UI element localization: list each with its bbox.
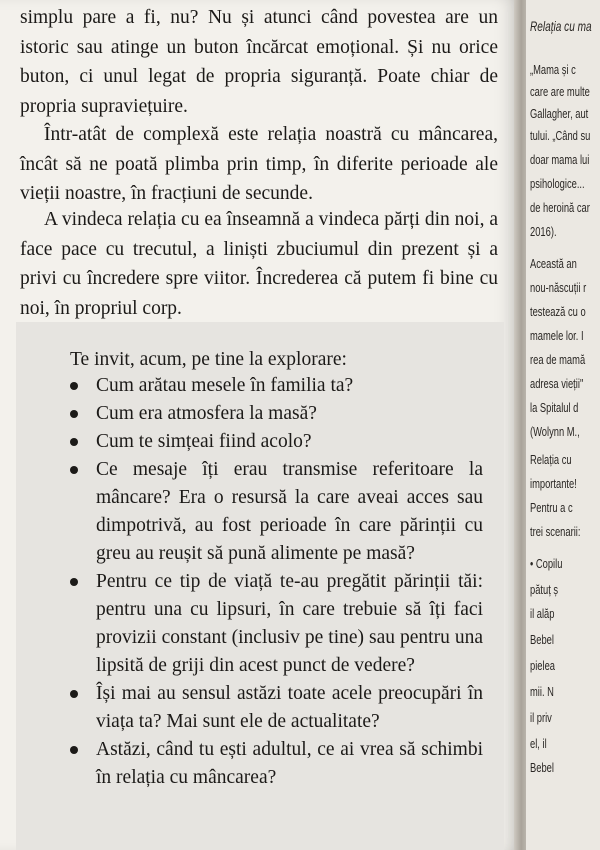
right-page-line: la Spitalul d <box>530 400 579 415</box>
question-item <box>58 456 483 568</box>
bullet-icon <box>70 578 78 586</box>
right-page-line: adresa vieții" <box>530 376 584 391</box>
question-text: Cum arătau mesele în familia ta? <box>96 375 354 396</box>
right-page-line: • Copilu <box>530 556 563 571</box>
right-book-page-edge <box>526 0 600 850</box>
question-text: Cum era atmosfera la masă? <box>96 403 317 424</box>
bullet-icon <box>70 382 78 390</box>
right-page-line: el, il <box>530 736 547 751</box>
paragraph-2: Într-atât de complexă este relația noastră cu mâncarea, încât să ne poată plimba prin timp, în diferite perioade ale vieții noastre, în fracțiuni de secunde. <box>20 124 498 204</box>
right-page-line: psihologice... <box>530 176 585 191</box>
bullet-icon <box>70 746 78 754</box>
right-page-line: il alăp <box>530 606 555 621</box>
question-item <box>58 736 483 792</box>
question-text: Pentru ce tip de viață te-au pregătit părinții tăi: pentru una cu lipsuri, în care trebuie să îți faci provizii constant (inclusiv pe tine) sau pentru una lipsită de griji din acest punct de vedere? <box>96 571 483 676</box>
bullet-icon <box>70 410 78 418</box>
paragraph-1: simplu pare a fi, nu? Nu și atunci când povestea are un istoric sau atinge un buton încărcat emoțional. Și nu orice buton, ci unul legat de propria siguranță. Poate chiar de propria supraviețuire. <box>20 7 498 117</box>
right-page-line: (Wolynn M., <box>530 424 580 439</box>
right-page-line: Bebel <box>530 632 554 647</box>
right-page-line: Pentru a c <box>530 500 573 515</box>
right-page-line: testează cu o <box>530 304 586 319</box>
right-page-line: Această an <box>530 256 577 271</box>
question-text: Își mai au sensul astăzi toate acele preocupări în viața ta? Mai sunt ele de actualitate? <box>96 683 483 732</box>
paragraph-3: A vindeca relația cu ea înseamnă a vindeca părți din noi, a face pace cu trecutul, a liniști zbuciumul din prezent și a privi cu încredere spre viitor. Încrederea că putem fi bine cu noi, în propriul corp. <box>20 209 498 319</box>
question-text: Cum te simțeai fiind acolo? <box>96 431 312 452</box>
question-item <box>58 568 483 680</box>
exploration-intro: Te invit, acum, pe tine la explorare: <box>70 349 347 370</box>
right-page-line: Gallagher, aut <box>530 106 589 121</box>
right-page-line: pătuț ș <box>530 582 559 597</box>
question-text: Astăzi, când tu ești adultul, ce ai vrea să schimbi în relația cu mâncarea? <box>96 739 483 788</box>
right-page-line: care are multe <box>530 84 590 99</box>
right-page-line: doar mama lui <box>530 152 590 167</box>
running-header: Relația cu ma <box>530 18 592 34</box>
right-page-line: mamele lor. I <box>530 328 584 343</box>
question-item <box>58 372 483 400</box>
right-page-line: „Mama și c <box>530 62 576 77</box>
question-item <box>58 680 483 736</box>
right-page-line: Bebel <box>530 760 554 775</box>
bullet-icon <box>70 438 78 446</box>
right-page-line: tului. „Când su <box>530 128 591 143</box>
right-page-line: importante! <box>530 476 577 491</box>
right-page-line: rea de mamă <box>530 352 586 367</box>
right-page-line: nou-născuții r <box>530 280 587 295</box>
question-list <box>58 372 483 792</box>
question-item <box>58 428 483 456</box>
right-page-line: mii. N <box>530 684 554 699</box>
bullet-icon <box>70 690 78 698</box>
right-page-line: trei scenarii: <box>530 524 581 539</box>
right-page-line: pielea <box>530 658 555 673</box>
question-text: Ce mesaje îți erau transmise referitoare la mâncare? Era o resursă la care aveai acces sau dimpotrivă, au fost perioade în care părinții cu greu au reușit să pună alimente pe masă? <box>96 459 483 564</box>
question-item <box>58 400 483 428</box>
right-page-line: de heroină car <box>530 200 590 215</box>
right-page-line: il priv <box>530 710 552 725</box>
right-page-line: 2016). <box>530 224 557 239</box>
right-page-line: Relația cu <box>530 452 572 467</box>
bullet-icon <box>70 466 78 474</box>
